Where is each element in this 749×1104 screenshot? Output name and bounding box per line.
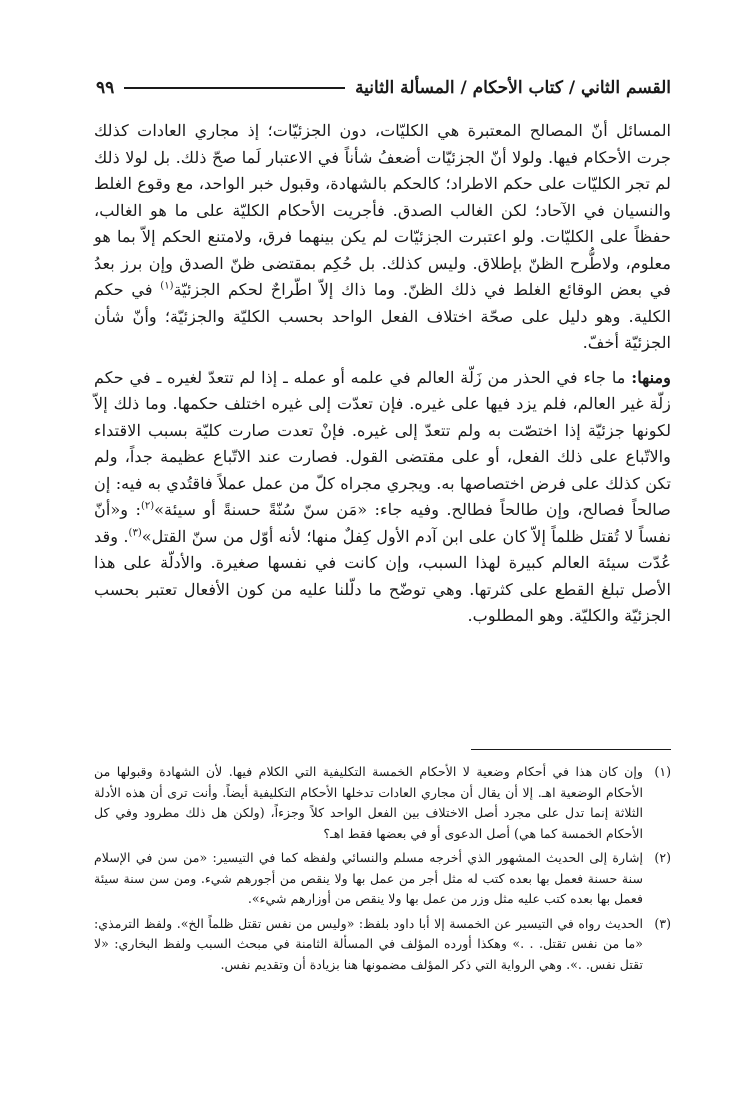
paragraph-1	[94, 118, 671, 357]
footnote-text: وإن كان هذا في أحكام وضعية لا الأحكام الخمسة التكليفية التي الكلام فيها. لأن الشهادة وقبولها من الأحكام الوضعية اهـ. إلا أن يقال أن مجاري العادات تدخلها الأحكام التكليفية أيضاً. وأنت ترى أن هذه الأدلة الثلاثة إنما تدل على مجرد أصل الاختلاف بين الفعل الواحد كلاً وجزءاً، (ولكن هل ذلك مطرود وفي كل الأحكام الخمسة كما هي) أصل الدعوى أو في بعضها فقط اهـ؟	[94, 764, 643, 841]
footnote-1	[94, 762, 671, 844]
paragraph-2-lead: ومنها:	[631, 367, 671, 387]
paragraph-1-text: المسائل أنّ المصالح المعتبرة هي الكليّات، دون الجزئيّات؛ إذ مجاري العادات كذلك جرت الأحكام فيها. ولولا أنّ الجزئيّات أضعفُ شأناً في الاعتبار لَما صحّ ذلك. بل لولا ذلك لم تجر الكليّات على حكم الاطراد؛ كالحكم بالشهادة، وقبول خبر الواحد، مع وقوع الغلط والنسيان في الآحاد؛ لكن الغالب الصدق. فأجريت الأحكام الكليّة على ما هو الغالب، حفظاً على الكليّات. ولو اعتبرت الجزئيّات لم يكن بينهما فرق، ولامتنع الحكم إلاّ بما هو معلوم، ولاطُّرح الظنّ بإطلاق. وليس كذلك. بل حُكِم بمقتضى ظنّ الصدق وإن برز بعدُ في بعض الوقائع الغلط في ذلك الظنّ. وما ذاك إلاّ اطّراحٌ لحكم الجزئيّة	[94, 121, 671, 299]
main-text	[94, 118, 671, 630]
paragraph-2-text-a: ما جاء في الحذر من زَلّة العالم في علمه أو عمله ـ إذا لم تتعدّ لغيره ـ في حكم زلّة غير العالم، فلم يزد فيها على غيره. فإن تعدّت إلى غيره اختلف حكمها. وما ذلك إلاّ لكونها جزئيّة إذا اختصّت به ولم تتعدّ إلى غيره. فإنْ تعدت صارت كليّة بسبب الاقتداء والاتّباع على ذلك الفعل، أو على مقتضى القول. فصارت عند الاتّباع عظيمة جداً، ولم تكن كذلك على فرض اختصاصها به. ويجري مجراه كلّ من عمل عملاً فاقتُدي به فيه: إن صالحاً فصالح، وإن طالحاً فطالح. وفيه جاء: «مَن سنّ سُنّةً حسنةً أو سيئة»	[94, 367, 671, 519]
footnote-number: (٣)	[654, 915, 671, 931]
paragraph-2-text-b: : و«أنّ نفساً لا تُقتل ظلماً إلاّ كان على ابن آدم الأول كِفلٌ منها؛ لأنه أوّل من سنّ القتل»	[94, 500, 671, 546]
footnote-number: (٢)	[654, 850, 671, 865]
footnote-text: الحديث رواه في التيسير عن الخمسة إلا أبا داود بلفظ: «وليس من نفس تقتل ظلماً الخ». ولفظ الترمذي: «ما من نفس تقتل. . .» وهكذا أورده المؤلف في المسألة الثامنة في مبحث السبب ولفظ البخاري: «لا تقتل نفس. .». وهي الرواية التي ذكر المؤلف مضمونها هنا بزيادة أن وتقديم نفس.	[94, 915, 643, 972]
running-header	[96, 72, 671, 104]
running-header-title: القسم الثاني / كتاب الأحكام / المسألة الثانية	[355, 78, 671, 98]
paragraph-1-end: في حكم الكلية. وهو دليل على صحّة اختلاف الفعل الواحد بحسب الكليّة والجزئيّة؛ وأنّ شأن الجزئيّة أخفّ.	[94, 280, 671, 352]
footnote-marker-1: (١)	[160, 280, 174, 292]
page-number: ٩٩	[96, 78, 115, 98]
footnotes	[94, 762, 671, 979]
paragraph-2-text-c: . وقد عُدّت سيئة العالم كبيرة لهذا السبب، وإن كانت في نفسها صغيرة. والأدلّة على هذا الأصل تبلغ القطع على كثرتها. وهي توضّح ما دلّلنا عليه من كون الأفعال تعتبر بحسب الجزئيّة والكليّة. وهو المطلوب.	[94, 526, 671, 625]
footnote-marker-3: (٣)	[128, 527, 142, 539]
footnote-2	[94, 848, 671, 910]
footnote-text: إشارة إلى الحديث المشهور الذي أخرجه مسلم والنسائي ولفظه كما في التيسير: «من سن في الإسلام سنة حسنة فعمل بها بعده كتب له مثل أجر من عمل بها ولا ينقص من أجورهم شيء. ومن سن سنة سيئة فعمل بها بعده كتب عليه مثل وزر من عمل بها ولا ينقص من أوزارهم شيء».	[94, 850, 643, 906]
footnote-3	[94, 914, 671, 976]
footnote-marker-2: (٢)	[140, 500, 155, 512]
footnote-separator	[471, 749, 671, 750]
paragraph-2	[94, 365, 671, 630]
footnote-number: (١)	[654, 764, 671, 779]
header-rule	[124, 87, 345, 89]
